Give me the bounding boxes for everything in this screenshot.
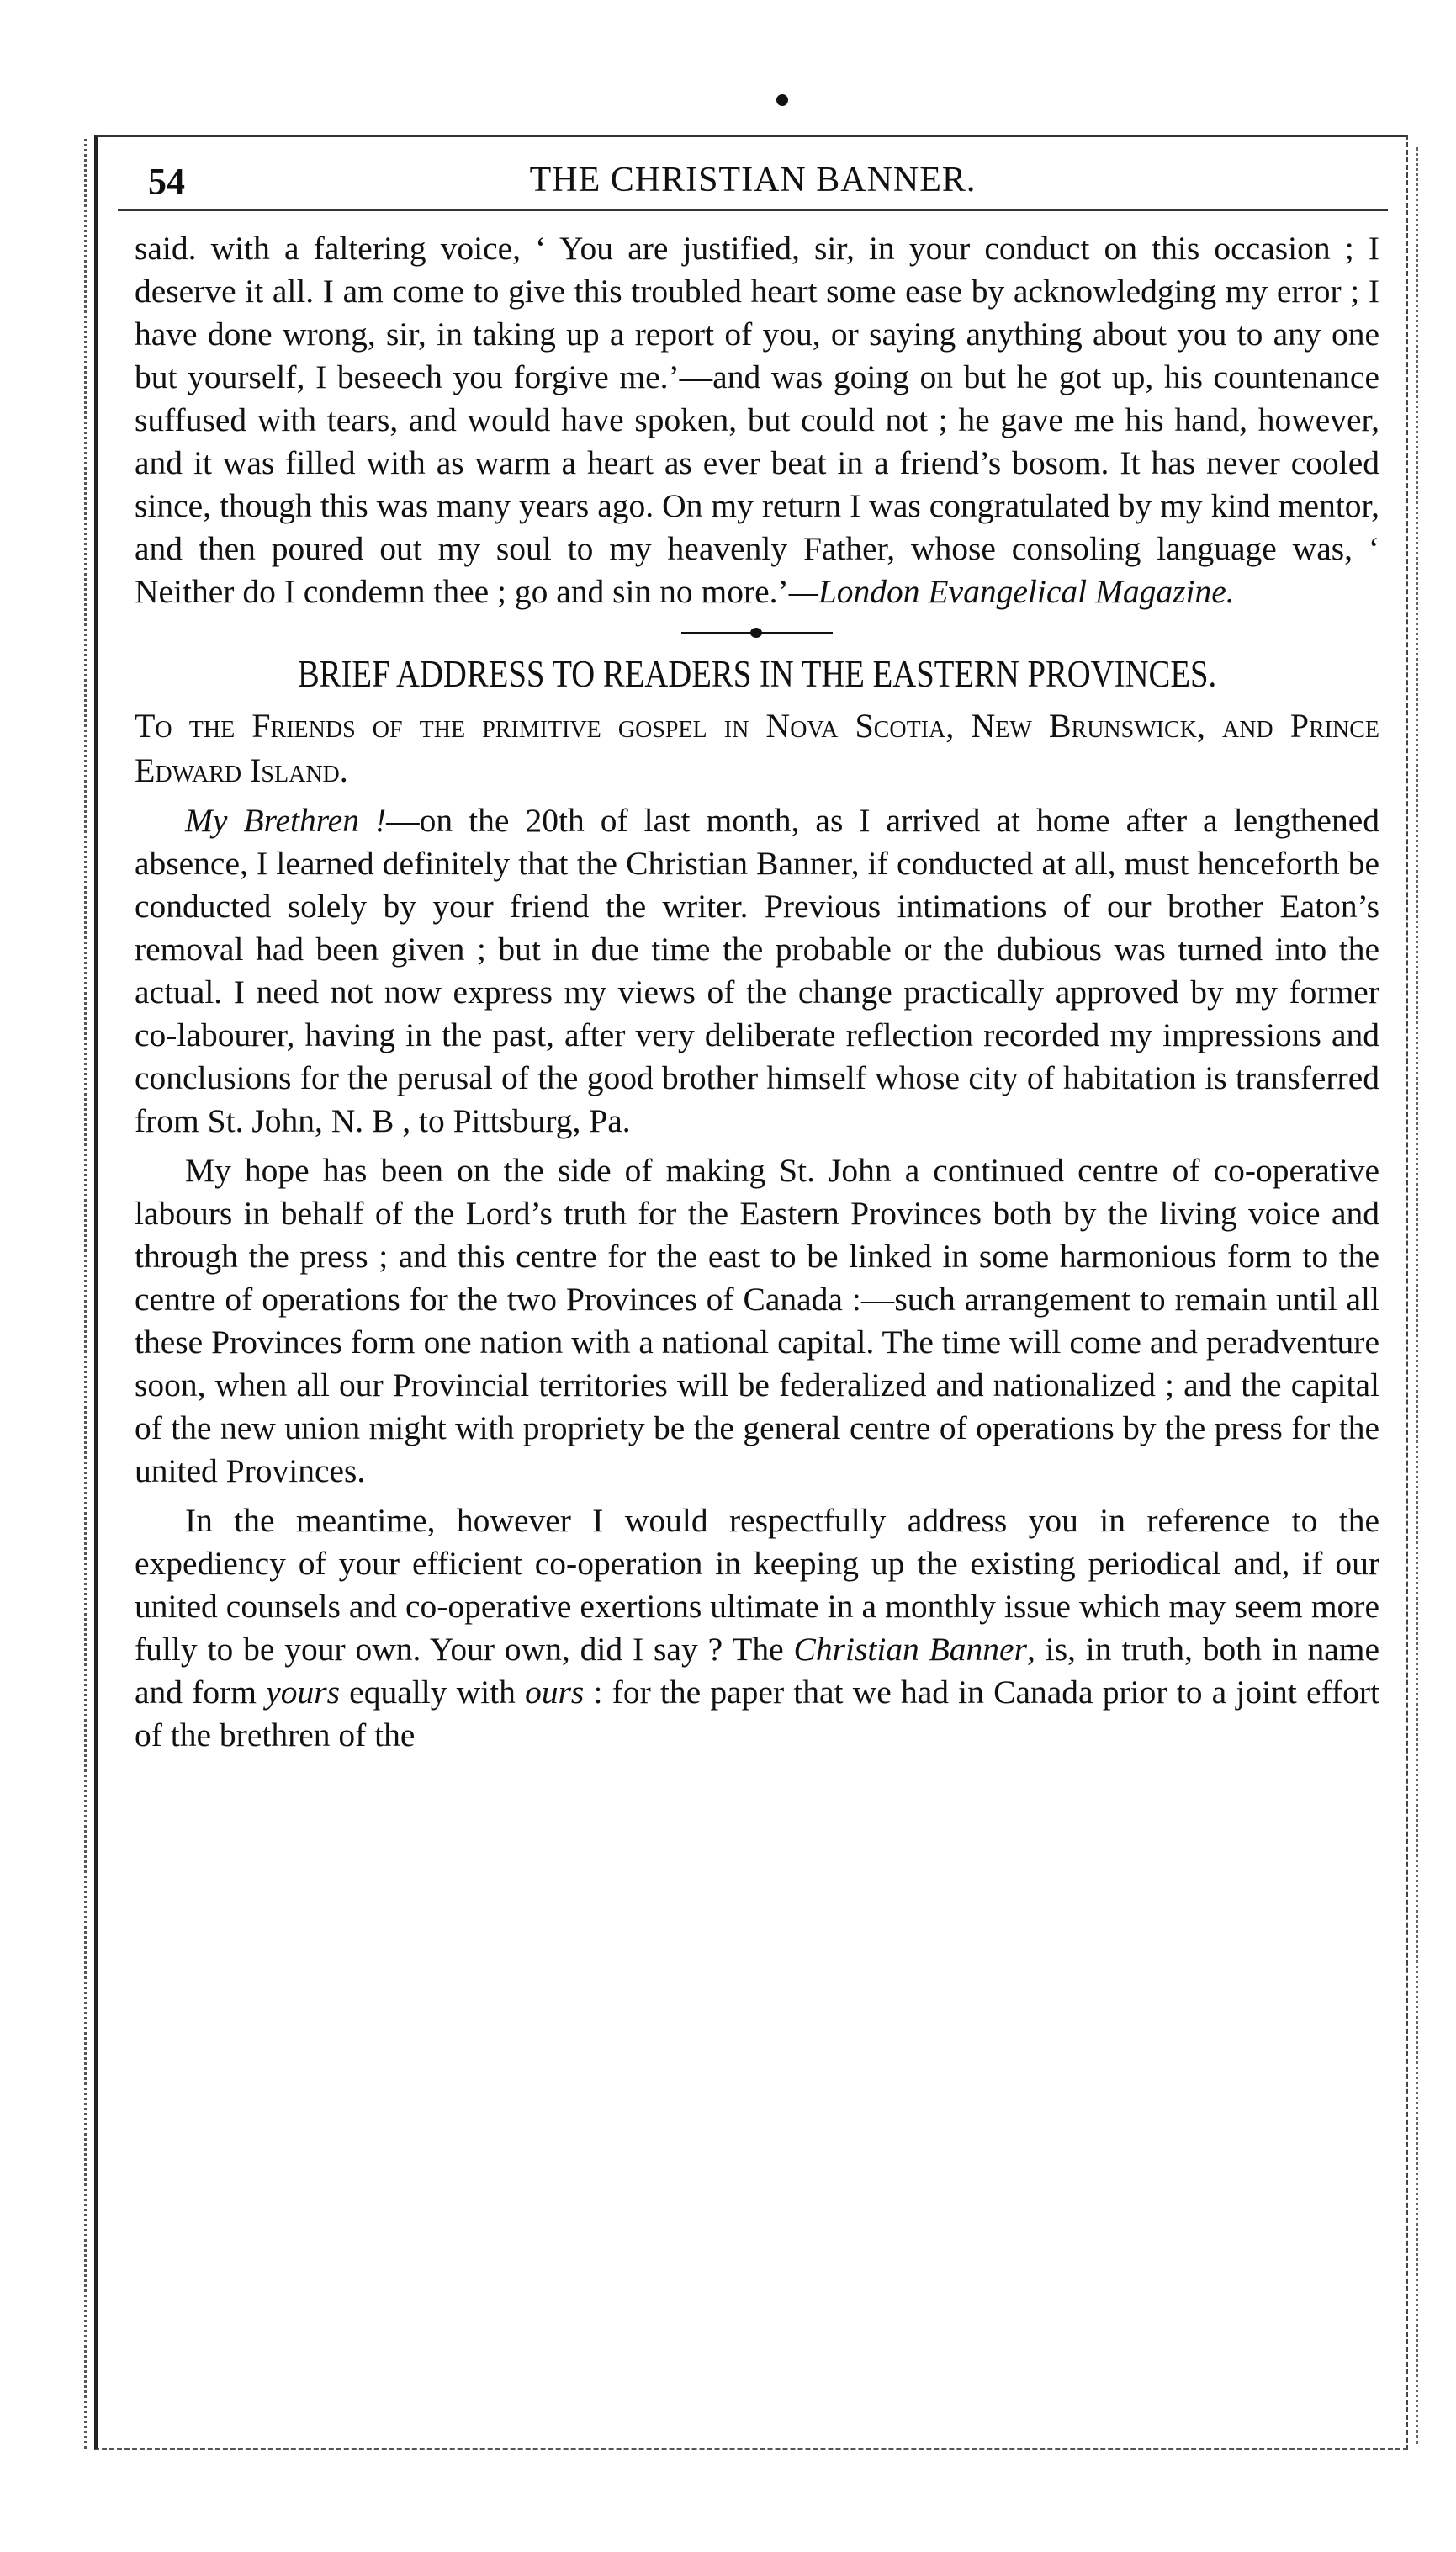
article2-para3-start: In the meantime, however I would respectfully address you in reference to the expediency of your efficient co-operation in keeping up the existing periodical and, if our united counsels and co-operative exertions ultimate in a monthly issue which may seem more fully to be your own. Your own, did I say ? The [135, 1502, 1379, 1668]
article2-para3-yours: yours [266, 1674, 340, 1711]
running-title: THE CHRISTIAN BANNER. [529, 161, 977, 199]
article2-salutation: My Brethren ! [185, 802, 387, 839]
article2-para3-end: : for the paper that we had in Canada prior to a joint effort of the brethren of the [135, 1674, 1379, 1754]
page-number: 54 [148, 161, 185, 202]
page-content [135, 227, 1379, 1757]
article2-para3 [135, 1499, 1379, 1757]
article2-para2: My hope has been on the side of making St. John a continued centre of co-operative labours in behalf of the Lord’s truth for the Eastern Provinces both by the living voice and through the press ; and this centre for the east to be linked in some harmonious form to the centre of operations for the two Provinces of Canada :—such arrangement to remain until all these Provinces form one nation with a national capital. The time will come and peradventure soon, when all our Provincial territories will be federalized and nationalized ; and the capital of the new union might with propriety be the general centre of operations by the press for the united Provinces. [135, 1152, 1379, 1489]
article2-address: To the Friends of the primitive gospel in Nova Scotia, New Brunswick, and Prince Edward Island. [135, 707, 1379, 789]
article1-text: said. with a faltering voice, ‘ You are justified, sir, in your conduct on this occasion ; I deserve it all. I am come to give this troubled heart some ease by acknowledging my error ; I have done wrong, sir, in taking up a report of you, or saying anything about you to any one but yourself, I beseech you forgive me.’—and was going on but he got up, his countenance suffused with tears, and would have spoken, but could not ; he gave me his hand, however, and it was filled with as warm a heart as ever beat in a friend’s bosom. It has never cooled since, though this was many years ago. On my return I was congratulated by my kind mentor, and then poured out my soul to my heavenly Father, whose consoling language was, ‘ Neither do I condemn thee ; go and sin no more.’ [135, 230, 1379, 610]
article2-para3-mid: , is, in truth, both in name and form [135, 1631, 1379, 1711]
page-header [118, 150, 1388, 211]
top-dot-mark [776, 94, 788, 106]
article2-para3-title: Christian Banner [793, 1631, 1027, 1668]
article2-para1 [135, 799, 1379, 1143]
article2-heading: BRIEF ADDRESS TO READERS IN THE EASTERN PROVINCES. [297, 653, 1217, 695]
right-margin-rule [1416, 147, 1422, 2444]
article2-para3-mid2: equally with [339, 1674, 526, 1711]
article1-source: —London Evangelical Magazine. [788, 573, 1235, 610]
article2-para1-text: —on the 20th of last month, as I arrived at home after a lengthened absence, I learned definitely that the Christian Banner, if conducted at all, must henceforth be conducted solely by your friend the writer. Previous intimations of our brother Eaton’s removal had been given ; but in due time the probable or the dubious was turned into the actual. I need not now express my views of the change practically approved by my former co-labourer, having in the past, after very deliberate reflection recorded my impressions and conclusions for the perusal of the good brother himself whose city of habitation is transferred from St. John, N. B , to Pittsburg, Pa. [135, 802, 1379, 1139]
section-divider [681, 632, 833, 634]
outer-left-rule [84, 139, 89, 2449]
article1-paragraph [135, 227, 1379, 613]
article2-para3-ours: ours [525, 1674, 585, 1711]
